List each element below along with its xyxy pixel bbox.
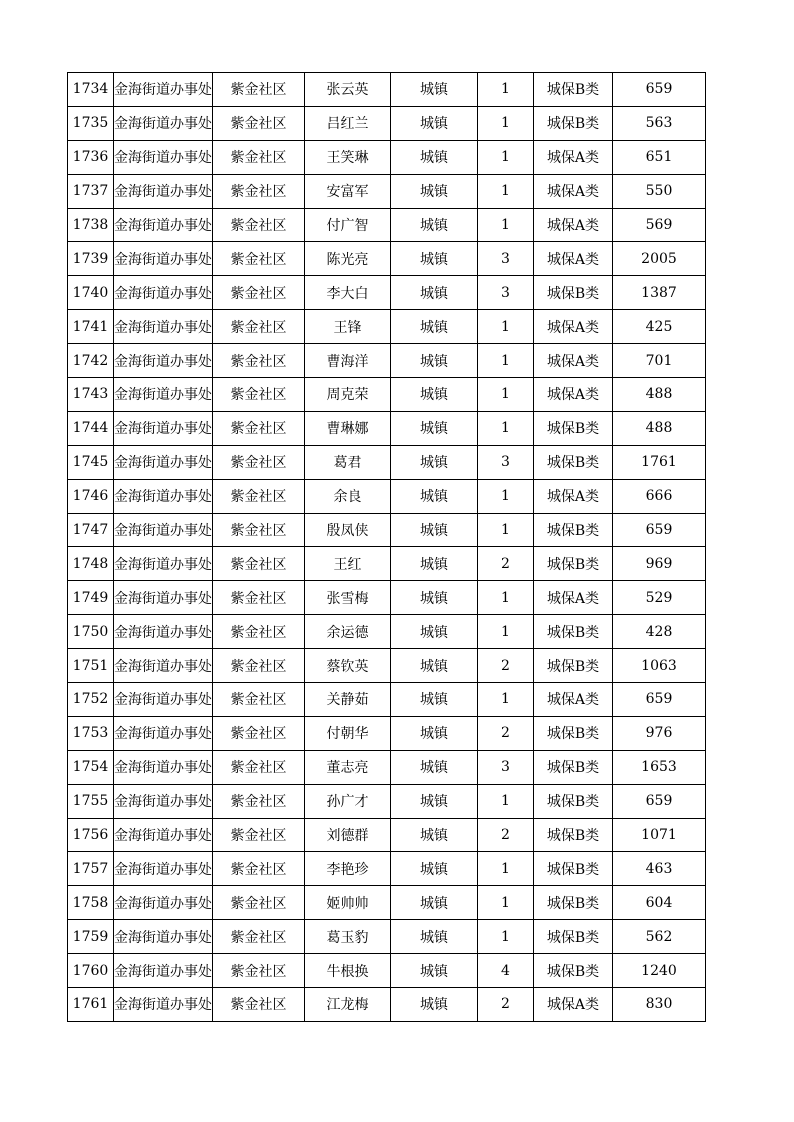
name-cell: 牛根换	[305, 954, 391, 988]
area-type-cell: 城镇	[391, 988, 478, 1022]
table-row	[68, 310, 706, 344]
name-cell: 董志亮	[305, 750, 391, 784]
row-number-cell: 1735	[68, 106, 114, 140]
amount-cell: 659	[613, 513, 706, 547]
area-type-cell: 城镇	[391, 547, 478, 581]
name-cell: 葛君	[305, 445, 391, 479]
name-cell: 吕红兰	[305, 106, 391, 140]
table-row	[68, 784, 706, 818]
row-number-cell: 1749	[68, 581, 114, 615]
community-cell: 紫金社区	[213, 208, 305, 242]
household-count-cell: 2	[478, 547, 534, 581]
office-cell: 金海街道办事处	[114, 615, 213, 649]
household-count-cell: 1	[478, 920, 534, 954]
community-cell: 紫金社区	[213, 615, 305, 649]
area-type-cell: 城镇	[391, 954, 478, 988]
category-cell: 城保A类	[534, 242, 613, 276]
name-cell: 葛玉豹	[305, 920, 391, 954]
office-cell: 金海街道办事处	[114, 852, 213, 886]
row-number-cell: 1746	[68, 479, 114, 513]
area-type-cell: 城镇	[391, 886, 478, 920]
amount-cell: 425	[613, 310, 706, 344]
table-row	[68, 174, 706, 208]
table-row	[68, 750, 706, 784]
row-number-cell: 1743	[68, 378, 114, 412]
household-count-cell: 3	[478, 750, 534, 784]
community-cell: 紫金社区	[213, 106, 305, 140]
row-number-cell: 1755	[68, 784, 114, 818]
area-type-cell: 城镇	[391, 445, 478, 479]
area-type-cell: 城镇	[391, 344, 478, 378]
household-count-cell: 1	[478, 615, 534, 649]
table-row	[68, 852, 706, 886]
household-count-cell: 1	[478, 73, 534, 107]
category-cell: 城保A类	[534, 344, 613, 378]
household-count-cell: 2	[478, 716, 534, 750]
household-count-cell: 1	[478, 411, 534, 445]
household-count-cell: 2	[478, 988, 534, 1022]
area-type-cell: 城镇	[391, 683, 478, 717]
category-cell: 城保B类	[534, 106, 613, 140]
amount-cell: 569	[613, 208, 706, 242]
area-type-cell: 城镇	[391, 411, 478, 445]
table-row	[68, 649, 706, 683]
row-number-cell: 1758	[68, 886, 114, 920]
category-cell: 城保B类	[534, 920, 613, 954]
community-cell: 紫金社区	[213, 242, 305, 276]
table-row	[68, 276, 706, 310]
community-cell: 紫金社区	[213, 920, 305, 954]
row-number-cell: 1734	[68, 73, 114, 107]
office-cell: 金海街道办事处	[114, 750, 213, 784]
office-cell: 金海街道办事处	[114, 683, 213, 717]
community-cell: 紫金社区	[213, 411, 305, 445]
community-cell: 紫金社区	[213, 344, 305, 378]
community-cell: 紫金社区	[213, 547, 305, 581]
category-cell: 城保A类	[534, 378, 613, 412]
household-count-cell: 1	[478, 174, 534, 208]
amount-cell: 1761	[613, 445, 706, 479]
amount-cell: 969	[613, 547, 706, 581]
household-count-cell: 1	[478, 886, 534, 920]
community-cell: 紫金社区	[213, 513, 305, 547]
table-row	[68, 920, 706, 954]
name-cell: 曹琳娜	[305, 411, 391, 445]
row-number-cell: 1740	[68, 276, 114, 310]
table-body	[68, 73, 706, 1022]
category-cell: 城保B类	[534, 852, 613, 886]
name-cell: 张雪梅	[305, 581, 391, 615]
office-cell: 金海街道办事处	[114, 378, 213, 412]
office-cell: 金海街道办事处	[114, 310, 213, 344]
office-cell: 金海街道办事处	[114, 140, 213, 174]
community-cell: 紫金社区	[213, 140, 305, 174]
category-cell: 城保A类	[534, 174, 613, 208]
row-number-cell: 1739	[68, 242, 114, 276]
amount-cell: 488	[613, 411, 706, 445]
amount-cell: 1071	[613, 818, 706, 852]
table-row	[68, 716, 706, 750]
row-number-cell: 1761	[68, 988, 114, 1022]
amount-cell: 976	[613, 716, 706, 750]
community-cell: 紫金社区	[213, 716, 305, 750]
table-row	[68, 242, 706, 276]
area-type-cell: 城镇	[391, 784, 478, 818]
row-number-cell: 1742	[68, 344, 114, 378]
community-cell: 紫金社区	[213, 886, 305, 920]
name-cell: 付广智	[305, 208, 391, 242]
household-count-cell: 2	[478, 649, 534, 683]
household-count-cell: 1	[478, 513, 534, 547]
area-type-cell: 城镇	[391, 73, 478, 107]
household-count-cell: 3	[478, 276, 534, 310]
office-cell: 金海街道办事处	[114, 920, 213, 954]
amount-cell: 1653	[613, 750, 706, 784]
community-cell: 紫金社区	[213, 818, 305, 852]
table-row	[68, 615, 706, 649]
area-type-cell: 城镇	[391, 716, 478, 750]
household-count-cell: 4	[478, 954, 534, 988]
household-count-cell: 2	[478, 818, 534, 852]
row-number-cell: 1757	[68, 852, 114, 886]
household-count-cell: 3	[478, 445, 534, 479]
amount-cell: 830	[613, 988, 706, 1022]
name-cell: 周克荣	[305, 378, 391, 412]
name-cell: 蔡钦英	[305, 649, 391, 683]
category-cell: 城保B类	[534, 716, 613, 750]
community-cell: 紫金社区	[213, 445, 305, 479]
community-cell: 紫金社区	[213, 683, 305, 717]
category-cell: 城保B类	[534, 649, 613, 683]
amount-cell: 604	[613, 886, 706, 920]
area-type-cell: 城镇	[391, 750, 478, 784]
category-cell: 城保B类	[534, 954, 613, 988]
community-cell: 紫金社区	[213, 73, 305, 107]
table-row	[68, 344, 706, 378]
row-number-cell: 1760	[68, 954, 114, 988]
office-cell: 金海街道办事处	[114, 954, 213, 988]
area-type-cell: 城镇	[391, 310, 478, 344]
household-count-cell: 1	[478, 310, 534, 344]
office-cell: 金海街道办事处	[114, 73, 213, 107]
amount-cell: 488	[613, 378, 706, 412]
community-cell: 紫金社区	[213, 649, 305, 683]
office-cell: 金海街道办事处	[114, 242, 213, 276]
community-cell: 紫金社区	[213, 276, 305, 310]
table-row	[68, 818, 706, 852]
area-type-cell: 城镇	[391, 242, 478, 276]
amount-cell: 659	[613, 683, 706, 717]
data-table	[67, 72, 706, 1022]
area-type-cell: 城镇	[391, 581, 478, 615]
row-number-cell: 1750	[68, 615, 114, 649]
name-cell: 付朝华	[305, 716, 391, 750]
name-cell: 张云英	[305, 73, 391, 107]
household-count-cell: 3	[478, 242, 534, 276]
office-cell: 金海街道办事处	[114, 479, 213, 513]
table-row	[68, 208, 706, 242]
area-type-cell: 城镇	[391, 513, 478, 547]
table-row	[68, 547, 706, 581]
table-row	[68, 513, 706, 547]
area-type-cell: 城镇	[391, 378, 478, 412]
row-number-cell: 1744	[68, 411, 114, 445]
community-cell: 紫金社区	[213, 750, 305, 784]
community-cell: 紫金社区	[213, 174, 305, 208]
office-cell: 金海街道办事处	[114, 988, 213, 1022]
household-count-cell: 1	[478, 581, 534, 615]
row-number-cell: 1741	[68, 310, 114, 344]
community-cell: 紫金社区	[213, 378, 305, 412]
name-cell: 王红	[305, 547, 391, 581]
amount-cell: 1387	[613, 276, 706, 310]
row-number-cell: 1756	[68, 818, 114, 852]
name-cell: 余良	[305, 479, 391, 513]
name-cell: 关静茹	[305, 683, 391, 717]
household-count-cell: 1	[478, 140, 534, 174]
row-number-cell: 1754	[68, 750, 114, 784]
amount-cell: 1063	[613, 649, 706, 683]
category-cell: 城保B类	[534, 886, 613, 920]
community-cell: 紫金社区	[213, 479, 305, 513]
table-row	[68, 411, 706, 445]
table-row	[68, 886, 706, 920]
community-cell: 紫金社区	[213, 310, 305, 344]
table-row	[68, 581, 706, 615]
row-number-cell: 1747	[68, 513, 114, 547]
community-cell: 紫金社区	[213, 954, 305, 988]
area-type-cell: 城镇	[391, 479, 478, 513]
row-number-cell: 1748	[68, 547, 114, 581]
category-cell: 城保B类	[534, 784, 613, 818]
office-cell: 金海街道办事处	[114, 411, 213, 445]
table-row	[68, 683, 706, 717]
name-cell: 李艳珍	[305, 852, 391, 886]
area-type-cell: 城镇	[391, 852, 478, 886]
row-number-cell: 1753	[68, 716, 114, 750]
community-cell: 紫金社区	[213, 784, 305, 818]
office-cell: 金海街道办事处	[114, 716, 213, 750]
category-cell: 城保B类	[534, 411, 613, 445]
amount-cell: 659	[613, 784, 706, 818]
name-cell: 王锋	[305, 310, 391, 344]
row-number-cell: 1738	[68, 208, 114, 242]
household-count-cell: 1	[478, 208, 534, 242]
area-type-cell: 城镇	[391, 276, 478, 310]
office-cell: 金海街道办事处	[114, 513, 213, 547]
household-count-cell: 1	[478, 784, 534, 818]
amount-cell: 562	[613, 920, 706, 954]
category-cell: 城保B类	[534, 615, 613, 649]
amount-cell: 428	[613, 615, 706, 649]
area-type-cell: 城镇	[391, 818, 478, 852]
table-row	[68, 73, 706, 107]
amount-cell: 666	[613, 479, 706, 513]
category-cell: 城保A类	[534, 988, 613, 1022]
amount-cell: 529	[613, 581, 706, 615]
office-cell: 金海街道办事处	[114, 581, 213, 615]
office-cell: 金海街道办事处	[114, 649, 213, 683]
area-type-cell: 城镇	[391, 106, 478, 140]
category-cell: 城保B类	[534, 445, 613, 479]
area-type-cell: 城镇	[391, 174, 478, 208]
household-count-cell: 1	[478, 378, 534, 412]
row-number-cell: 1759	[68, 920, 114, 954]
area-type-cell: 城镇	[391, 208, 478, 242]
area-type-cell: 城镇	[391, 920, 478, 954]
community-cell: 紫金社区	[213, 852, 305, 886]
area-type-cell: 城镇	[391, 649, 478, 683]
amount-cell: 651	[613, 140, 706, 174]
row-number-cell: 1736	[68, 140, 114, 174]
office-cell: 金海街道办事处	[114, 208, 213, 242]
amount-cell: 563	[613, 106, 706, 140]
name-cell: 曹海洋	[305, 344, 391, 378]
name-cell: 刘德群	[305, 818, 391, 852]
category-cell: 城保B类	[534, 276, 613, 310]
table-row	[68, 988, 706, 1022]
name-cell: 孙广才	[305, 784, 391, 818]
household-count-cell: 1	[478, 106, 534, 140]
area-type-cell: 城镇	[391, 615, 478, 649]
table-row	[68, 140, 706, 174]
office-cell: 金海街道办事处	[114, 818, 213, 852]
category-cell: 城保A类	[534, 208, 613, 242]
category-cell: 城保A类	[534, 479, 613, 513]
category-cell: 城保B类	[534, 818, 613, 852]
table-row	[68, 445, 706, 479]
area-type-cell: 城镇	[391, 140, 478, 174]
office-cell: 金海街道办事处	[114, 445, 213, 479]
amount-cell: 659	[613, 73, 706, 107]
name-cell: 江龙梅	[305, 988, 391, 1022]
name-cell: 殷凤侠	[305, 513, 391, 547]
name-cell: 王笑琳	[305, 140, 391, 174]
category-cell: 城保A类	[534, 581, 613, 615]
amount-cell: 550	[613, 174, 706, 208]
category-cell: 城保B类	[534, 513, 613, 547]
household-count-cell: 1	[478, 479, 534, 513]
category-cell: 城保A类	[534, 683, 613, 717]
table-row	[68, 479, 706, 513]
category-cell: 城保A类	[534, 140, 613, 174]
table-row	[68, 954, 706, 988]
amount-cell: 1240	[613, 954, 706, 988]
office-cell: 金海街道办事处	[114, 886, 213, 920]
name-cell: 余运德	[305, 615, 391, 649]
row-number-cell: 1751	[68, 649, 114, 683]
name-cell: 李大白	[305, 276, 391, 310]
household-count-cell: 1	[478, 344, 534, 378]
category-cell: 城保B类	[534, 73, 613, 107]
office-cell: 金海街道办事处	[114, 276, 213, 310]
name-cell: 陈光亮	[305, 242, 391, 276]
office-cell: 金海街道办事处	[114, 784, 213, 818]
name-cell: 安富军	[305, 174, 391, 208]
community-cell: 紫金社区	[213, 581, 305, 615]
category-cell: 城保B类	[534, 547, 613, 581]
household-count-cell: 1	[478, 683, 534, 717]
office-cell: 金海街道办事处	[114, 106, 213, 140]
table-row	[68, 106, 706, 140]
amount-cell: 2005	[613, 242, 706, 276]
amount-cell: 463	[613, 852, 706, 886]
row-number-cell: 1737	[68, 174, 114, 208]
office-cell: 金海街道办事处	[114, 344, 213, 378]
amount-cell: 701	[613, 344, 706, 378]
table-row	[68, 378, 706, 412]
row-number-cell: 1752	[68, 683, 114, 717]
community-cell: 紫金社区	[213, 988, 305, 1022]
office-cell: 金海街道办事处	[114, 547, 213, 581]
name-cell: 姬帅帅	[305, 886, 391, 920]
category-cell: 城保A类	[534, 310, 613, 344]
row-number-cell: 1745	[68, 445, 114, 479]
category-cell: 城保B类	[534, 750, 613, 784]
office-cell: 金海街道办事处	[114, 174, 213, 208]
household-count-cell: 1	[478, 852, 534, 886]
